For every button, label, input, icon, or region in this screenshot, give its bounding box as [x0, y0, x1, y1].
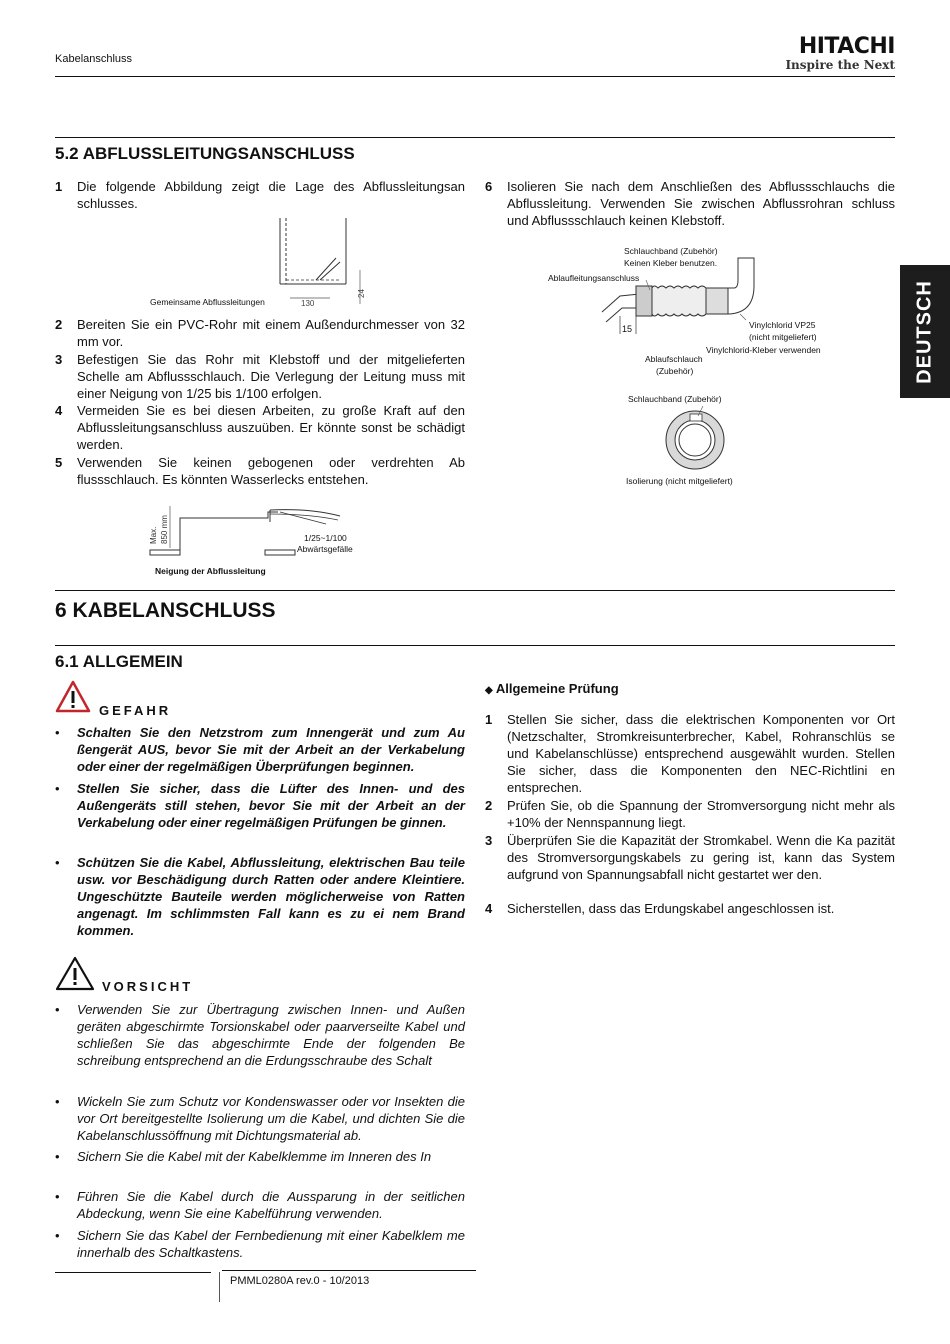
list-item: 1 Die folgende Abbildung zeigt die Lage des Abflussleitungsan schlusses. [55, 179, 465, 211]
fig3-drain-conn-label: Ablaufleitungsanschluss [548, 273, 640, 283]
fig3-hose-label: Ablaufschlauch [645, 354, 703, 364]
svg-text:130: 130 [301, 299, 315, 308]
list-item: • Schalten Sie den Netzstrom zum Innengerät und zum Au ßengerät AUS, bevor Sie mit der Arbeit an der Verkabelung oder einer der regelmäßigen Überprüfungen beginnen. [55, 725, 465, 774]
section-rule [55, 137, 895, 138]
list-item: • Sichern Sie die Kabel mit der Kabelklemme im Inneren des In [55, 1149, 432, 1164]
brand-tagline: Inspire the Next [785, 58, 895, 72]
list-item: 4 Sicherstellen, dass das Erdungskabel angeschlossen ist. [485, 901, 835, 916]
fig3-band-label: Schlauchband (Zubehör) [624, 246, 718, 256]
fig3-not-supplied-label: (nicht mitgeliefert) [749, 332, 817, 342]
svg-text:15: 15 [622, 324, 633, 334]
caution-title: VORSICHT [102, 979, 194, 994]
language-tab: DEUTSCH [900, 265, 950, 398]
running-header: Kabelanschluss [55, 53, 133, 65]
list-item: • Schützen Sie die Kabel, Abflussleitung, elektrischen Bau teile usw. vor Beschädigung durch Ratten oder andere Kleintiere. Ungeschützte Bauteile werden möglicherweise von Ratten angenagt. Im schlimmsten Fall kann es zu ei nem Brand kommen. [55, 855, 465, 938]
svg-text:Max.: Max. [149, 526, 158, 544]
fig2-caption: Neigung der Abflussleitung [155, 566, 266, 576]
header-rule [55, 76, 895, 77]
section-rule [55, 590, 895, 591]
section-heading-6: 6 KABELANSCHLUSS [55, 599, 276, 622]
fig3-accessory-label: (Zubehör) [656, 366, 694, 376]
check-heading: ◆ Allgemeine Prüfung [485, 681, 619, 696]
fig1-label: Gemeinsame Abflussleitungen [150, 297, 265, 307]
list-item: 6 Isolieren Sie nach dem Anschließen des Abflussschlauchs die Abflussleitung. Verwenden Sie zwischen Abflussrohran schluss und Abflussschlauch keinen Klebstoff. [485, 179, 895, 228]
list-item: 3 Überprüfen Sie die Kapazität der Stromkabel. Wenn die Ka pazität des Stromversorgungskabels zu gering ist, kann das System aufgrund von Spannungsabfall nicht gestartet wer den. [485, 833, 895, 882]
svg-text:24: 24 [357, 289, 366, 298]
list-item: 2 Prüfen Sie, ob die Spannung der Stromversorgung nicht mehr als +10% der Nennspannung liegt. [485, 798, 895, 830]
footer-divider [219, 1272, 220, 1302]
fig3-vinyl-label: Vinylchlorid VP25 [749, 320, 816, 330]
document-reference: PMML0280A rev.0 - 10/2013 [230, 1275, 370, 1287]
fig4-band-label: Schlauchband (Zubehör) [628, 394, 722, 404]
section-heading-6-1: 6.1 ALLGEMEIN [55, 652, 183, 671]
slope-value: 1/25~1/100 [304, 533, 347, 543]
danger-title: GEFAHR [99, 703, 172, 718]
insulation-cross-section-figure [660, 404, 730, 474]
danger-warning-icon [55, 680, 91, 714]
list-item: 1 Stellen Sie sicher, dass die elektrischen Komponenten vor Ort (Netzschalter, Stromkreisunterbrecher, Kabel, Rohranschlüs se und Kabelanschlüsse) entsprechend ausgewählt wurden. Stellen Sie sicher, dass die Komponenten den NEC-Richtlini en entsprechen. [485, 712, 895, 795]
list-item: • Wickeln Sie zum Schutz vor Kondenswasser oder vor Insekten die vor Ort bereitgestellte Isolierung um die Kabel, und dichten Sie die Kabelanschlussöffnung mit Dichtungsmaterial ab. [55, 1094, 465, 1143]
fig4-insulation-label: Isolierung (nicht mitgeliefert) [626, 476, 733, 486]
list-item: 3 Befestigen Sie das Rohr mit Klebstoff und der mitgelieferten Schelle am Abflussschlauch. Die Verlegung der Leitung muss mit einer Neigung von 1/25 bis 1/100 erfolgen. [55, 352, 465, 401]
list-item: 5 Verwenden Sie keinen gebogenen oder verdrehten Ab flussschlauch. Es könnten Wasserlecks entstehen. [55, 455, 465, 487]
hose-connection-figure [590, 250, 770, 360]
fig3-noglue-label: Keinen Kleber benutzen. [624, 258, 718, 268]
footer-rule [55, 1272, 211, 1273]
list-item: 4 Vermeiden Sie es bei diesen Arbeiten, zu große Kraft auf den Abflussleitungsanschluss auszuüben. Er könnte sonst be schädigt werden. [55, 403, 465, 452]
list-item: • Verwenden Sie zur Übertragung zwischen Innen- und Außen geräten abgeschirmte Torsionskabel oder paarverseilte Kabel und schließen Sie das abgeschirmte Ende der folgenden Be schreibung entsprechend an die Erdungsschraube des Schalt [55, 1002, 465, 1068]
drain-location-figure [140, 214, 380, 310]
brand-name: HITACHI [798, 34, 895, 59]
footer-rule [222, 1270, 476, 1271]
hitachi-logo [785, 36, 895, 72]
list-item: • Führen Sie die Kabel durch die Aussparung in der seitlichen Abdeckung, wenn Sie eine Kabelführung verwenden. [55, 1189, 465, 1221]
section-heading-5-2: 5.2 ABFLUSSLEITUNGSANSCHLUSS [55, 144, 355, 163]
slope-label: Abwärtsgefälle [297, 544, 353, 554]
list-item: • Sichern Sie das Kabel der Fernbedienung mit einer Kabelklem me innerhalb des Schaltkastens. [55, 1228, 465, 1260]
svg-text:850 mm: 850 mm [160, 515, 169, 544]
diamond-bullet-icon: ◆ [485, 685, 493, 696]
list-item: 2 Bereiten Sie ein PVC-Rohr mit einem Außendurchmesser von 32 mm vor. [55, 317, 465, 349]
list-item: • Stellen Sie sicher, dass die Lüfter des Innen- und des Außengeräts still stehen, bevor Sie mit der Arbeit an der Verkabelung oder einer regelmäßigen Prüfungen be ginnen. [55, 781, 465, 830]
section-rule [55, 645, 895, 646]
caution-warning-icon [55, 956, 95, 992]
fig3-vinyl-glue-label: Vinylchlorid-Kleber verwenden [706, 345, 821, 355]
